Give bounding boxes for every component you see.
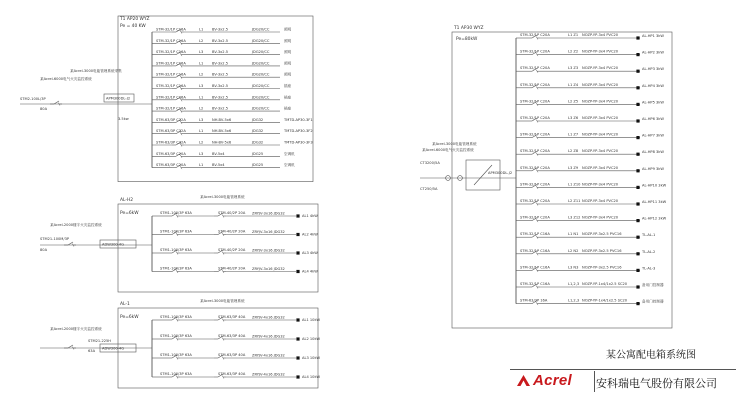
panel-alh2-load-dot	[296, 251, 299, 254]
panel-right-frame	[452, 32, 672, 328]
panel-t1-cable-label: BV-3x2.5	[212, 27, 229, 32]
panel-right-breaker-label: STM-32/1P C16A	[520, 265, 550, 270]
panel-right-load-dot	[636, 36, 639, 39]
panel-right-load-dot	[636, 136, 639, 139]
panel-right-breaker-label: STM-32/1P C20A	[520, 132, 550, 137]
panel-t1-note-2: 某Acrel-6000电气火灾监控系统	[40, 77, 92, 81]
panel-alh2-tag-label: AL1 4kW	[302, 214, 318, 218]
panel-al1-breaker-label: STM1-100/3P 63A	[160, 315, 192, 319]
panel-right-phase-label: L3 N3	[568, 265, 579, 270]
panel-right-tag-label: TL-AL-2	[642, 249, 656, 254]
panel-right-cable-label: NOZP-YP-3x4 PVC20	[582, 182, 619, 187]
diagram-caption: 某公寓配电箱系统图	[606, 350, 696, 361]
panel-al1-incomer-label: STM21-225H	[88, 339, 112, 343]
panel-right-tag-label: AL-HP9 3kW	[642, 166, 664, 171]
panel-right-cable-label: NOZP-YP-3x2.5 PVC16	[582, 248, 622, 253]
panel-alh2-load-dot	[296, 233, 299, 236]
panel-t1-cable-label: NH-BV-5x6	[212, 129, 232, 134]
panel-right-tag-label: AL-HP3 3kW	[642, 67, 664, 72]
panel-al1-sub-label: STM-63/3P 40A	[218, 372, 246, 376]
panel-alh2-note: 某Acrel-2000楼宇火灾监控系统	[50, 223, 102, 227]
panel-t1-pipe-label: JDG25	[252, 151, 264, 156]
panel-right-tag-label: TL-AL-1	[642, 233, 656, 238]
panel-alh2-cable-label: ZRYJV-3x16 JDG32	[252, 230, 285, 234]
acrel-logo	[516, 373, 586, 389]
panel-right-load-dot	[636, 269, 639, 272]
panel-t1-load-label: 空调机	[284, 163, 295, 168]
panel-right-note-1: 某Acrel-3000电能管理系统	[432, 142, 477, 146]
panel-right-breaker-label: STM-32/1P C20A	[520, 66, 550, 71]
panel-al1-load-dot	[296, 337, 299, 340]
panel-right-load-dot	[636, 103, 639, 106]
panel-right-phase-label: L1,2,3	[568, 282, 580, 286]
panel-t1-breaker-label: STM-63/3P C20A	[156, 163, 186, 168]
panel-t1-pipe-label: JDG20/CC	[252, 50, 270, 55]
panel-right-phase-label: L1 N1	[568, 232, 579, 237]
panel-alh2-load-dot	[296, 214, 299, 217]
panel-right-load-dot	[636, 169, 639, 172]
panel-t1-cable-label: BV-3x2.5	[212, 72, 229, 77]
panel-right-header: T1 AP30 WYZ	[454, 26, 484, 31]
panel-t1-load-label: TMTD-AP30-3F1	[284, 117, 313, 122]
panel-right-load-dot	[636, 86, 639, 89]
panel-right-phase-label: L1 Z7	[568, 132, 579, 137]
panel-t1-pipe-label: JDG20/CC	[252, 72, 270, 77]
panel-t1-load-label: 照明	[284, 72, 292, 77]
panel-t1-note-1: 某Acrel-3000电能管理系统采集	[70, 69, 122, 73]
panel-right-phase-label: L2 Z2	[568, 49, 579, 54]
panel-right-load-dot	[636, 53, 639, 56]
panel-al1-sub-label: STM-63/3P 40A	[218, 353, 246, 357]
panel-t1-cable-label: BV-3x2.5	[212, 84, 229, 88]
panel-t1-incomer-rating: 80A	[40, 107, 48, 111]
panel-right-phase-label: L3 Z6	[568, 116, 579, 120]
panel-alh2-incomer-label: STM21-100M/3P	[40, 237, 70, 241]
panel-t1-incomer-label: STM2-100L/3P	[20, 97, 46, 101]
panel-alh2-incomer-rating: 80A	[40, 248, 48, 252]
panel-t1-load-label: TMTD-AP30-3F3	[284, 140, 313, 145]
panel-al1-load-dot	[296, 318, 299, 321]
panel-right-phase-label: L2 Z8	[568, 149, 579, 154]
panel-t1-cable-label: BV-3x2.5	[212, 61, 229, 66]
panel-right-breaker-label: STM-32/1P C20A	[520, 49, 550, 54]
panel-al1-breaker-label: STM1-100/3P 63A	[160, 353, 192, 357]
panel-right-load-dot	[636, 186, 639, 189]
panel-alh2-load-dot	[296, 270, 299, 273]
panel-right-phase-label: L1 Z1	[568, 33, 579, 37]
panel-right-cable-label: NOZP-YP-3x4 PVC20	[582, 165, 619, 170]
panel-right-load-dot	[636, 302, 639, 305]
panel-right-breaker-label: STM-32/1P C16A	[520, 232, 550, 237]
panel-al1-title-note: 某Acrel-3000电能管理系统	[200, 299, 245, 303]
panel-t1-breaker-label: STM-32/1P C16A	[156, 27, 186, 32]
panel-t1-breaker-label: STM-32/1P C16A	[156, 95, 186, 100]
panel-t1-pipe-label: JDG32	[252, 117, 264, 122]
panel-right-breaker-label: STM-63/3P 16A	[520, 298, 548, 303]
panel-right-ct-label-2: CT250/5A	[420, 187, 438, 191]
panel-right-tag-label: AL-HP10 3kW	[642, 183, 667, 188]
panel-right-phase-label: L1 Z10	[568, 182, 581, 187]
panel-t1-cable-label: BV-3x2.5	[212, 50, 229, 55]
panel-t1-phase-label: L2	[199, 38, 204, 43]
panel-t1-pipe-label: JDG20/CC	[252, 38, 270, 43]
panel-right-cable-label: NOZP-YP-3x4 PVC20	[582, 199, 619, 203]
panel-right-load-dot	[636, 202, 639, 205]
panel-alh2-power: Pe=6kW	[120, 211, 139, 216]
panel-al1-tag-label: AL3 10kW	[302, 356, 321, 360]
panel-al1-sub-label: STM-63/3P 40A	[218, 315, 246, 319]
panel-right-tag-label: AL-HP11 3kW	[642, 200, 667, 204]
panel-right-breaker-label: STM-32/1P C20A	[520, 165, 550, 170]
panel-right-load-dot	[636, 236, 639, 239]
panel-al1-tag-label: AL2 10kW	[302, 337, 321, 341]
panel-t1-pipe-label: JDG20/CC	[252, 61, 270, 66]
panel-right-phase-label: L1 Z4	[568, 82, 579, 87]
acrel-logo-text: Acrel	[533, 372, 573, 389]
panel-t1-phase-label: L1	[199, 129, 204, 134]
panel-right-breaker-label: STM-32/1P C20A	[520, 99, 550, 104]
panel-right-cable-label: NOZP-YP-3x4 PVC20	[582, 66, 619, 71]
panel-right-cable-label: NOZP-YP-1x4/1x2.5 SC20	[582, 298, 628, 303]
panel-right-cable-label: NOZP-YP-1x4/1x2.5 SC20	[582, 282, 628, 286]
panel-al1-load-dot	[296, 375, 299, 378]
company-name: 安科瑞电气股份有限公司	[596, 377, 717, 390]
panel-right-phase-label: L3 Z9	[568, 165, 579, 170]
panel-al1-tag-label: AL4 10kW	[302, 375, 321, 379]
panel-t1-cable-label: NH-BV-5x6	[212, 140, 232, 145]
panel-right-cable-label: NOZP-YP-3x4 PVC20	[582, 132, 619, 137]
panel-t1-pipe-label: JDG32	[252, 129, 264, 134]
panel-right-cable-label: NOZP-YP-3x4 PVC20	[582, 49, 619, 54]
panel-right-tag-label: AL-HP1 3kW	[642, 34, 664, 38]
panel-t1-phase-label: L1	[199, 163, 204, 168]
panel-right-phase-label: L3 Z3	[568, 66, 579, 71]
panel-t1-breaker-label: STM-32/1P C16A	[156, 61, 186, 66]
panel-t1-load-label: 照明	[284, 50, 292, 55]
panel-right-breaker-label: STM-32/1P C20A	[520, 33, 550, 37]
panel-al1-tag-label: AL1 10kW	[302, 318, 321, 322]
panel-right-breaker-label: STM-32/1P C20A	[520, 149, 550, 154]
panel-t1-breaker-label: STM-32/1P C16A	[156, 106, 186, 111]
panel-t1-cable-label: BV-5x4	[212, 151, 225, 156]
acrel-logo-mark-icon	[516, 374, 531, 387]
panel-alh2-cable-label: ZRYJV-3x16 JDG32	[252, 267, 285, 271]
panel-right-tag-label: AL-HP4 3kW	[642, 83, 664, 88]
panel-t1-breaker-label: STM-63/3P C32A	[156, 117, 186, 122]
panel-right-cable-label: NOZP-YP-3x2.5 PVC16	[582, 265, 622, 270]
panel-alh2-sub-label: STM-40/2P 20A	[218, 229, 246, 234]
panel-alh2-breaker-label: STM1-100/3P 63A	[160, 266, 192, 271]
panel-t1-pipe-label: JDG32	[252, 140, 264, 145]
panel-t1-pipe-label: JDG20/CC	[252, 106, 270, 111]
panel-t1-breaker-label: STM-32/1P C16A	[156, 50, 186, 55]
panel-right-cable-label: NOZP-YP-3x4 PVC20	[582, 215, 619, 220]
panel-t1-cable-label: NH-BV-5x6	[212, 117, 232, 122]
panel-t1-phase-label: L2	[199, 106, 204, 111]
panel-t1-power: Pe = 40 KW	[120, 24, 146, 29]
panel-t1-phase-label: L3	[199, 50, 204, 55]
panel-right-breaker-label: STM-32/1P C20A	[520, 199, 550, 203]
panel-alh2-tag-label: AL4 4kW	[302, 269, 318, 274]
panel-t1-load-label: 照明	[284, 27, 292, 32]
panel-al1-incomer-rating: 63A	[88, 349, 96, 353]
panel-t1-cable-label: BV-3x2.5	[212, 106, 229, 111]
panel-al1-cable-label: ZRYJV-4x16 JDG32	[252, 353, 285, 358]
panel-al1-breaker-label: STM1-100/3P 63A	[160, 334, 192, 338]
panel-t1-cable-label: BV-3x2.5	[212, 38, 229, 43]
panel-alh2-sub-label: STM-40/2P 20A	[218, 248, 246, 252]
panel-t1-breaker-label: STM-63/3P C32A	[156, 129, 186, 134]
panel-right-breaker-label: STM-32/1P C20A	[520, 82, 550, 87]
panel-t1-breaker-label: STM-32/1P C16A	[156, 38, 186, 43]
panel-t1-phase-label: L2	[199, 72, 204, 77]
panel-alh2-tag-label: AL2 4kW	[302, 232, 318, 237]
panel-t1-load-label: 插座	[284, 106, 292, 111]
panel-right-phase-label: L1,2,3	[568, 298, 580, 303]
panel-right-tag-label: 备用门控制器	[642, 299, 664, 304]
panel-right-tag-label: TL-AL-3	[642, 266, 656, 271]
panel-al1-load-dot	[296, 356, 299, 359]
panel-t1-phase-label: L1	[199, 95, 204, 100]
panel-right-breaker-label: STM-32/1P C20A	[520, 215, 550, 220]
panel-right-phase-label: L2 Z5	[568, 99, 579, 104]
panel-al1-meter-label: ADW300-4G	[102, 346, 125, 351]
panel-t1-phase-label: L2	[199, 140, 204, 145]
title-block-divider-vertical	[594, 371, 595, 392]
panel-alh2-sub-label: STM-40/2P 20A	[218, 211, 246, 215]
panel-right-load-dot	[636, 70, 639, 73]
panel-al1-note: 某Acrel-2000楼宇火灾监控系统	[50, 327, 102, 331]
panel-alh2-header: AL-H2	[120, 198, 134, 203]
panel-t1-phase-label: L3	[199, 117, 204, 122]
panel-t1-pipe-label: JDG25	[252, 163, 264, 168]
panel-alh2-tag-label: AL3 4kW	[302, 251, 318, 255]
panel-t1-load-label: TMTD-AP30-3F2	[284, 129, 313, 134]
panel-right-tag-label: AL-HP7 3kW	[642, 133, 664, 138]
panel-right-breaker-label: STM-32/1P C20A	[520, 116, 550, 120]
panel-t1-meter-label: APM300DL-J2	[106, 96, 131, 101]
panel-t1-header: T1 AP20 WYZ	[120, 17, 150, 22]
panel-al1-sub-label: STM-63/3P 40A	[218, 334, 246, 338]
panel-t1-breaker-label: STM-63/3P C32A	[156, 140, 186, 145]
panel-right-meter-diagonal	[474, 165, 492, 185]
panel-right-phase-label: L2 Z11	[568, 199, 581, 203]
panel-right-cable-label: NOZP-YP-3x4 PVC20	[582, 149, 619, 154]
panel-right-load-dot	[636, 119, 639, 122]
title-block-divider	[510, 369, 736, 370]
panel-t1-breaker-label: STM-32/1P C16A	[156, 84, 186, 88]
panel-right-tag-label: AL-HP2 3kW	[642, 50, 664, 55]
panel-t1-breaker-label: STM-63/3P C20A	[156, 151, 186, 156]
panel-t1-phase-label: L3	[199, 84, 204, 88]
panel-right-cable-label: NOZP-YP-3x4 PVC20	[582, 99, 619, 104]
panel-right-load-dot	[636, 252, 639, 255]
panel-alh2-breaker-label: STM1-100/3P 63A	[160, 248, 192, 252]
panel-t1-cable-label: BV-5x4	[212, 163, 225, 168]
panel-t1-breaker-label: STM-32/1P C16A	[156, 72, 186, 77]
panel-right-ct-label-1: CT3200/5A	[420, 161, 440, 165]
panel-right-meter-label: APM300DL-J2	[488, 171, 513, 175]
panel-t1-pipe-label: JDG20/CC	[252, 95, 270, 100]
panel-alh2-sub-label: STM-40/2P 20A	[218, 266, 246, 271]
panel-alh2-title-note: 某Acrel-3000电能管理系统	[200, 195, 245, 199]
panel-right-breaker-label: STM-32/1P C16A	[520, 282, 550, 286]
panel-t1-phase-label: L3	[199, 151, 204, 156]
panel-alh2-breaker-label: STM1-100/3P 63A	[160, 229, 192, 234]
panel-t1-load-label: 照明	[284, 38, 292, 43]
panel-right-load-dot	[636, 153, 639, 156]
panel-t1-meter-note: 3.5kw	[118, 117, 129, 121]
panel-right-phase-label: L2 N2	[568, 248, 579, 253]
panel-right-tag-label: AL-HP8 3kW	[642, 150, 664, 155]
panel-right-tag-label: AL-HP12 3kW	[642, 216, 667, 221]
panel-right-cable-label: NOZP-YP-3x4 PVC20	[582, 33, 619, 37]
panel-alh2-meter-label: ADW300-4G	[102, 242, 125, 247]
panel-t1-load-label: 插座	[284, 95, 292, 100]
panel-al1-cable-label: ZRYJV-4x16 JDG32	[252, 334, 285, 339]
panel-alh2-cable-label: ZRYJV-3x16 JDG32	[252, 211, 285, 216]
panel-alh2-cable-label: ZRYJV-3x16 JDG32	[252, 248, 285, 253]
panel-al1-header: AL-1	[120, 302, 130, 307]
panel-al1-cable-label: ZRYJV-4x16 JDG32	[252, 315, 285, 320]
panel-right-note-2: 某Acrel-6000电气火灾监控系统	[422, 148, 474, 152]
panel-right-tag-label: AL-HP5 3kW	[642, 100, 664, 105]
panel-right-power: Pe=80kW	[456, 37, 478, 42]
panel-right-load-dot	[636, 219, 639, 222]
panel-t1-pipe-label: JDG20/CC	[252, 84, 270, 88]
panel-right-breaker-label: STM-32/1P C16A	[520, 248, 550, 253]
panel-right-breaker-label: STM-32/1P C20A	[520, 182, 550, 187]
panel-right-load-dot	[636, 285, 639, 288]
panel-t1-pipe-label: JDG20/CC	[252, 27, 270, 32]
panel-right-tag-label: AL-HP6 3kW	[642, 117, 664, 121]
panel-t1-phase-label: L1	[199, 27, 204, 32]
panel-al1-breaker-label: STM1-100/3P 63A	[160, 372, 192, 376]
panel-t1-cable-label: BV-3x2.5	[212, 95, 229, 100]
panel-t1-load-label: 照明	[284, 61, 292, 66]
panel-t1-load-label: 插座	[284, 84, 292, 88]
panel-right-cable-label: NOZP-YP-3x4 PVC20	[582, 82, 619, 87]
panel-t1-load-label: 空调机	[284, 151, 295, 156]
panel-al1-cable-label: ZRYJV-4x16 JDG32	[252, 372, 285, 377]
panel-t1-phase-label: L1	[199, 61, 204, 66]
panel-right-phase-label: L3 Z12	[568, 215, 581, 220]
panel-right-tag-label: 备用门控制器	[642, 283, 664, 287]
panel-right-cable-label: NOZP-YP-3x4 PVC20	[582, 116, 619, 120]
panel-right-cable-label: NOZP-YP-3x2.5 PVC16	[582, 232, 622, 237]
panel-alh2-breaker-label: STM1-100/3P 63A	[160, 211, 192, 215]
panel-al1-power: Pe=6kW	[120, 315, 139, 320]
